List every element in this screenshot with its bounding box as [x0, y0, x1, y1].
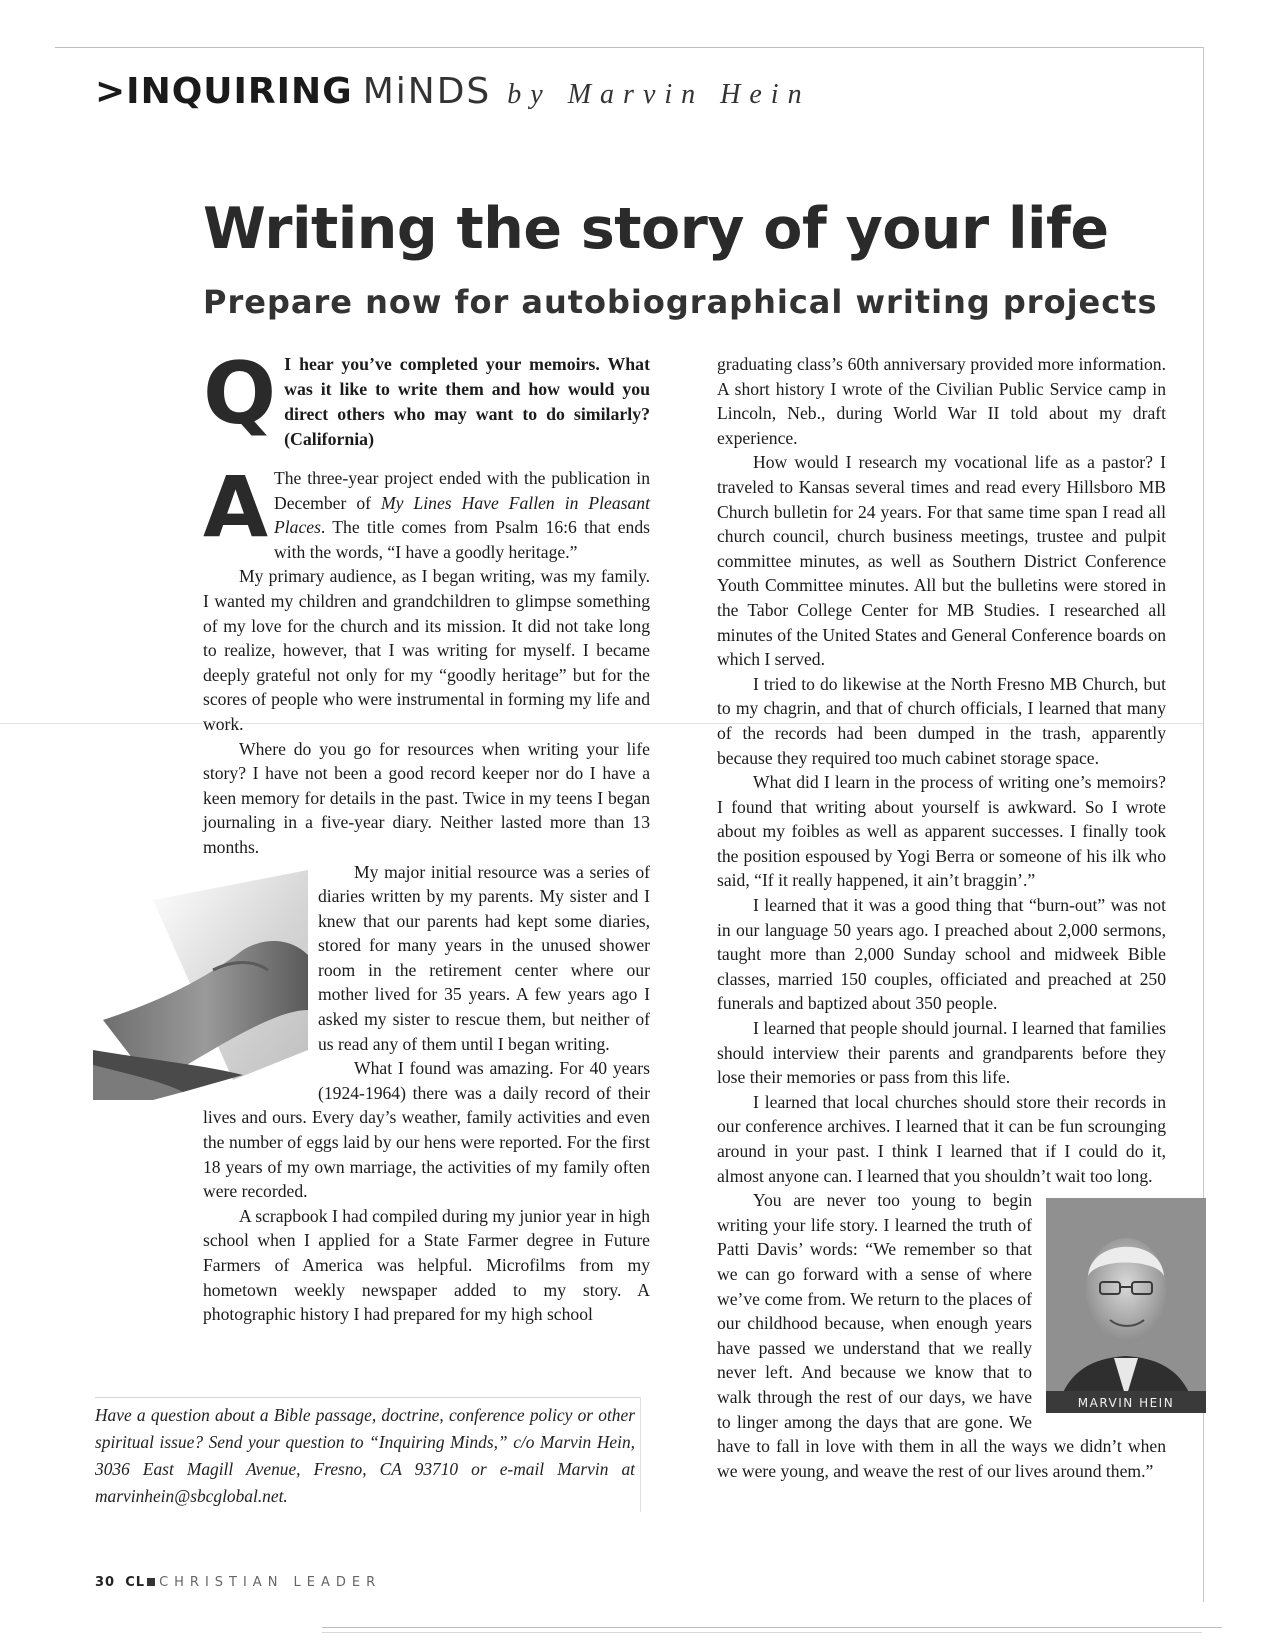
column-title-prefix: > — [95, 71, 127, 112]
paragraph-3-text: My major initial resource was a series of diaries written by my parents. My sister and I knew that our parents had kept some diaries, stored for many years in the unused shower room in the retirement center where our mother lived for 35 years. A few years ago I asked my sister to rescue them, but neither of us read any of them until I began writing. — [318, 861, 650, 1054]
reader-question — [203, 344, 650, 452]
paragraph-10: I learned that it was a good thing that “burn-out” was not in our language 50 years ago. I preached about 2,000 sermons, taught more than 2,000 Sunday school and midweek Bible classes, married 150 couples, officiated and preached at 250 funerals and baptized about 350 people. — [717, 895, 1166, 1014]
paragraph-5: A scrapbook I had compiled during my junior year in high school when I applied for a State Farmer degree in Future Farmers of America was helpful. Microfilms from my hometown weekly newspaper added to my story. A photographic history I had prepared for my high school — [203, 1205, 650, 1325]
bottom-rule — [322, 1627, 1222, 1628]
article-column-right — [717, 352, 1175, 1483]
magazine-abbreviation: CL — [125, 1575, 146, 1590]
answer-intro — [203, 458, 650, 564]
paragraph-8: I tried to do likewise at the North Fresno MB Church, but to my chagrin, and that of church officials, I learned that many of the records had been dumped in the trash, apparently because they required too much cabinet storage space. — [717, 673, 1166, 768]
book-title: My Lines Have Fallen in Pleasant Places — [274, 492, 650, 538]
subheadline: Prepare now for autobiographical writing projects — [203, 283, 1158, 321]
open-book-photo — [93, 860, 308, 1102]
paragraph-3 — [203, 860, 650, 1057]
paragraph-12: I learned that local churches should store their records in our conference archives. I learned that it can be fun scrounging around in your past. I think I learned that if I could do it, almost anyone can. I learned that you shouldn’t wait too long. — [717, 1091, 1166, 1186]
answer-intro-text-2: . The title comes from Psalm 16:6 that ends with the words, “I have a goodly heritage.” — [274, 517, 650, 562]
submission-callout: Have a question about a Bible passage, doctrine, conference policy or other spiritual issue? Send your question to “Inquiring Minds,” c/o Marvin Hein, 3036 East Magill Avenue, Fresno, CA 93710 or e-mail Marvin at marvinhein@sbcglobal.net. — [95, 1405, 635, 1506]
question-drop-cap: Q — [203, 344, 277, 444]
headline: Writing the story of your life — [203, 196, 1109, 262]
author-portrait — [1046, 1198, 1206, 1413]
paragraph-7: How would I research my vocational life as a pastor? I traveled to Kansas several times and read every Hillsboro MB Church bulletin for 24 years. For that same time span I read all church council, church business meetings, trustee and pulpit committee minutes, as well as Southern District Conference Youth Committee minutes. All but the bulletins were stored in the Tabor College Center for MB Studies. I researched all minutes of the United States and General Conference boards on which I served. — [717, 452, 1166, 670]
paragraph-13 — [717, 1188, 1175, 1483]
bottom-rule-secondary — [322, 1632, 1202, 1633]
column-title-bold: INQUIRING — [126, 71, 353, 112]
paragraph-6: graduating class’s 60th anniversary provided more information. A short history I wrote of the Civilian Public Service camp in Lincoln, Neb., during World War II told about my draft experience. — [717, 354, 1166, 448]
paragraph-2: Where do you go for resources when writing your life story? I have not been a good record keeper nor do I have a keen memory for details in the past. Twice in my teens I began journaling in a five-year diary. Neither lasted more than 13 months. — [203, 738, 650, 857]
paragraph-1: My primary audience, as I began writing, was my family. I wanted my children and grandchildren to glimpse something of my love for the church and its mission. It did not take long to realize, however, that I was writing for myself. I became deeply grateful not only for my “goodly heritage” but for the scores of people who were instrumental in forming my life and work. — [203, 566, 650, 734]
column-title-light: MiNDS — [362, 71, 492, 112]
paragraph-9: What did I learn in the process of writing one’s memoirs? I found that writing about yourself is awkward. So I wrote about my foibles as well as apparent successes. I finally took the position espoused by Yogi Berra or someone of his ilk who said, “If it really happened, it ain’t braggin’.” — [717, 772, 1166, 891]
portrait-caption: MARVIN HEIN — [1077, 1396, 1175, 1411]
square-bullet-icon — [147, 1578, 155, 1586]
column-title — [95, 71, 811, 112]
page-footer — [95, 1575, 381, 1590]
article-column-left — [203, 344, 650, 1327]
page-number: 30 — [95, 1575, 116, 1590]
paragraph-11: I learned that people should journal. I learned that families should interview their parents and grandparents before they lose their memories or pass from this life. — [717, 1018, 1166, 1088]
paragraph-13-text: You are never too young to begin writing your life story. I learned the truth of Patti Davis’ words: “We remember so that we can go forward with a sense of where we’ve come from. We return to the places of our childhood because, when enough years have passed we understand that we really never left. And because we know that to walk through the rest of our days, we have to linger among the days that are gone. We have to fall in love with them in all the ways we didn’t when we were young, and weave the rest of our lives around them.” — [717, 1190, 1166, 1481]
top-rule — [55, 47, 1203, 48]
callout-rule — [95, 1397, 640, 1398]
byline: by Marvin Hein — [507, 79, 811, 110]
magazine-name: CHRISTIAN LEADER — [159, 1575, 382, 1590]
answer-intro-text-1: The three-year project ended with the publication in December of — [274, 468, 650, 513]
callout-side-rule — [640, 1397, 641, 1512]
question-text: I hear you’ve completed your memoirs. What was it like to write them and how would you direct others who may want to do similarly? (California) — [284, 354, 650, 449]
paragraph-4: What I found was amazing. For 40 years (1924-1964) there was a daily record of their lives and ours. Every day’s weather, family activities and even the number of eggs laid by our hens were reported. For the first 18 years of my own marriage, the activities of my family often were recorded. — [203, 1058, 650, 1202]
answer-drop-cap: A — [203, 458, 269, 556]
